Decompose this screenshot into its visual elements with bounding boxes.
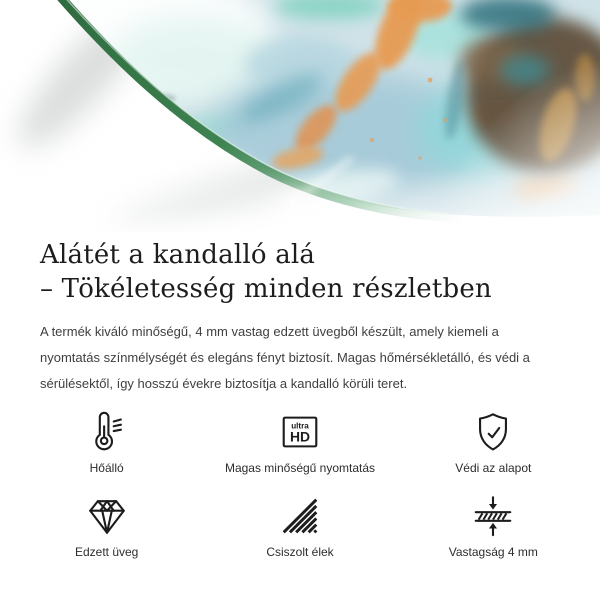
ultra-hd-badge-bottom: HD [289,428,311,445]
page-title [40,238,560,306]
feature-thickness [397,493,590,560]
thermometer-icon [84,409,130,455]
shield-check-icon [470,409,516,455]
ultra-hd-badge-top: ultra [291,421,309,431]
feature-label: Védi az alapot [455,461,532,475]
feature-label: Vastagság 4 mm [448,545,538,559]
feature-polished-edges [203,493,396,560]
corner-fade-overlay [330,20,600,232]
feature-label: Hőálló [89,461,124,475]
diamond-icon [84,493,130,539]
page-title-line1: Alátét a kandalló alá [40,240,316,270]
feature-heat-resistant [10,409,203,476]
features-grid [10,409,590,560]
product-description: A termék kiváló minőségű, 4 mm vastag edzett üvegből készült, amely kiemeli a nyomtatás színmélységét és elegáns fényt biztosít. Magas hőmérsékletálló, és védi a sérülésektől, így hosszú évekre biztosítja a kandalló körüli teret. [40,324,530,391]
thickness-icon [470,493,516,539]
feature-label: Magas minőségű nyomtatás [224,461,376,475]
feature-tempered-glass [10,493,203,560]
feature-label: Edzett üveg [74,545,139,559]
product-photo [0,0,600,232]
page-title-line2: – Tökéletesség minden részletben [40,274,492,304]
feature-protects-base [397,409,590,476]
polished-edges-icon [277,493,323,539]
feature-label: Csiszolt élek [266,545,334,559]
feature-print-quality [203,409,396,476]
ultra-hd-icon [277,409,323,455]
hero-section [0,0,600,232]
